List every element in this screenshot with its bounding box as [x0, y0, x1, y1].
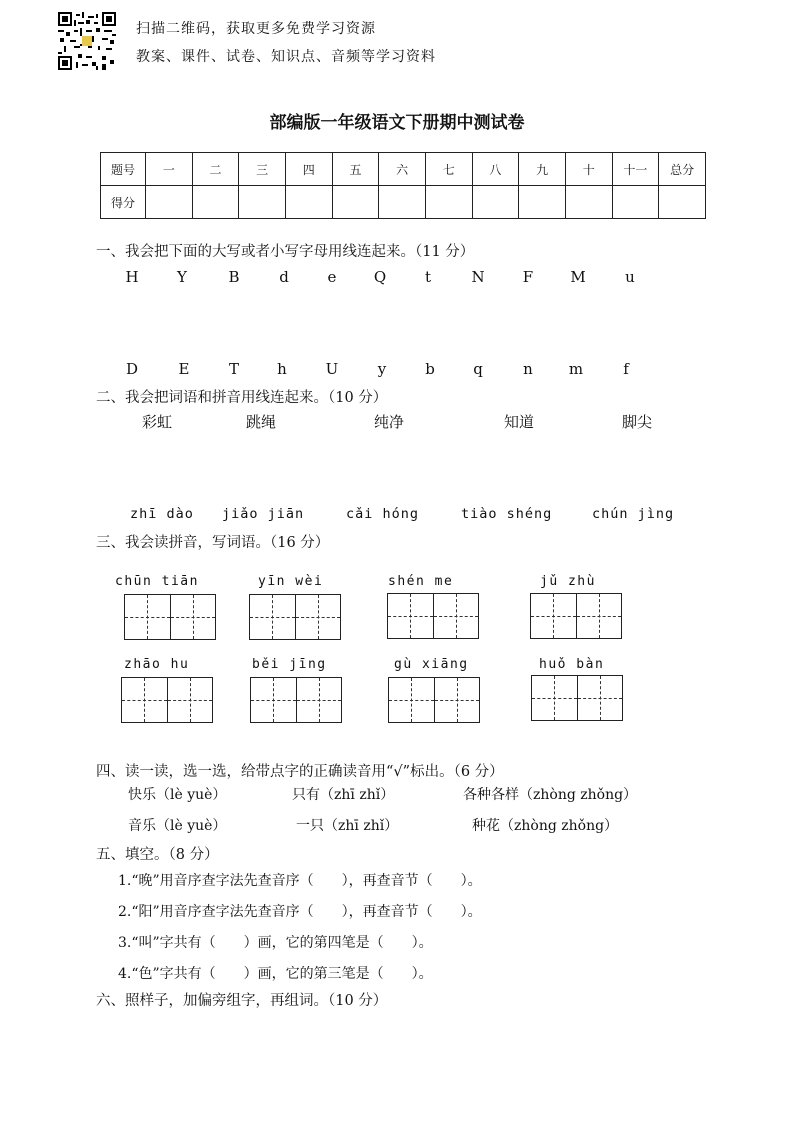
- section-1-heading: 一、我会把下面的大写或者小写字母用线连起来。（11 分）: [96, 244, 475, 260]
- page-title: 部编版一年级语文下册期中测试卷: [269, 113, 525, 133]
- word-item[interactable]: 跳绳: [246, 413, 277, 431]
- letter-bottom[interactable]: y: [377, 360, 387, 378]
- letter-bottom[interactable]: D: [125, 360, 139, 378]
- section-5-heading: 五、填空。（8 分）: [96, 847, 219, 863]
- fill-blank-item[interactable]: 1.“晚”用音序查字法先查音序（ ），再查音节（ ）。: [118, 873, 482, 889]
- writing-grid[interactable]: [250, 677, 342, 723]
- pinyin-prompt: huǒ bàn: [539, 657, 605, 672]
- writing-grid[interactable]: [531, 675, 623, 721]
- letter-bottom[interactable]: T: [228, 360, 239, 378]
- section-2-heading: 二、我会把词语和拼音用线连起来。（10 分）: [96, 390, 388, 406]
- score-cell[interactable]: [192, 186, 239, 219]
- letter-top[interactable]: H: [125, 268, 139, 286]
- score-table-column: 二: [192, 153, 239, 186]
- header-line-1: 扫描二维码，获取更多免费学习资源: [136, 21, 376, 37]
- letter-top[interactable]: d: [279, 268, 289, 286]
- pinyin-prompt: shén me: [388, 574, 454, 589]
- pinyin-prompt: gù xiāng: [394, 657, 469, 672]
- section-4-heading: 四、读一读，选一选，给带点字的正确读音用“√”标出。（6 分）: [96, 764, 504, 780]
- score-table-column: 三: [239, 153, 286, 186]
- reading-choice[interactable]: 各种各样（zhòng zhǒng）: [463, 787, 638, 803]
- score-table-label: 得分: [101, 186, 146, 219]
- section-3-heading: 三、我会读拼音，写词语。（16 分）: [96, 535, 330, 551]
- score-cell[interactable]: [565, 186, 612, 219]
- letter-bottom[interactable]: n: [523, 360, 533, 378]
- word-item[interactable]: 彩虹: [142, 413, 173, 431]
- score-table-column: 八: [472, 153, 519, 186]
- letter-top[interactable]: t: [424, 268, 432, 286]
- word-item[interactable]: 知道: [504, 413, 535, 431]
- score-table-column: 总分: [659, 153, 706, 186]
- fill-blank-item[interactable]: 4.“色”字共有（ ）画，它的第三笔是（ ）。: [118, 966, 433, 982]
- writing-grid[interactable]: [124, 594, 216, 640]
- score-cell[interactable]: [612, 186, 659, 219]
- score-table-column: 一: [146, 153, 193, 186]
- score-table: [100, 152, 706, 219]
- pinyin-item[interactable]: jiǎo jiān: [222, 506, 305, 522]
- letter-top[interactable]: Q: [373, 268, 387, 286]
- writing-grid[interactable]: [121, 677, 213, 723]
- score-cell[interactable]: [519, 186, 566, 219]
- letter-bottom[interactable]: E: [178, 360, 190, 378]
- reading-choice[interactable]: 只有（zhī zhǐ）: [292, 787, 395, 803]
- letter-top[interactable]: N: [471, 268, 485, 286]
- letter-top[interactable]: e: [327, 268, 337, 286]
- writing-grid[interactable]: [530, 593, 622, 639]
- score-cell[interactable]: [146, 186, 193, 219]
- pinyin-prompt: zhāo hu: [124, 657, 190, 672]
- writing-grid[interactable]: [249, 594, 341, 640]
- score-table-column: 九: [519, 153, 566, 186]
- reading-choice[interactable]: 一只（zhī zhǐ）: [296, 818, 399, 834]
- reading-choice[interactable]: 种花（zhòng zhǒng）: [472, 818, 619, 834]
- pinyin-prompt: jǔ zhù: [540, 574, 596, 589]
- reading-choice[interactable]: 快乐（lè yuè）: [128, 787, 227, 803]
- score-cell[interactable]: [332, 186, 379, 219]
- score-cell[interactable]: [285, 186, 332, 219]
- score-table-score-row: [101, 186, 706, 219]
- score-table-column: 六: [379, 153, 426, 186]
- section-6-heading: 六、照样子，加偏旁组字，再组词。（10 分）: [96, 993, 388, 1009]
- score-table-column: 五: [332, 153, 379, 186]
- letter-bottom[interactable]: q: [473, 360, 483, 378]
- score-table-label: 题号: [101, 153, 146, 186]
- score-cell[interactable]: [659, 186, 706, 219]
- score-table-column: 十一: [612, 153, 659, 186]
- letter-bottom[interactable]: f: [623, 360, 629, 378]
- qr-code-image: [58, 12, 116, 70]
- pinyin-item[interactable]: cǎi hóng: [346, 506, 420, 522]
- letter-bottom[interactable]: U: [325, 360, 339, 378]
- pinyin-prompt: běi jīng: [252, 657, 327, 672]
- writing-grid[interactable]: [388, 677, 480, 723]
- score-cell[interactable]: [379, 186, 426, 219]
- pinyin-item[interactable]: tiào shéng: [461, 506, 553, 522]
- letter-top[interactable]: F: [522, 268, 534, 286]
- writing-grid[interactable]: [387, 593, 479, 639]
- score-cell[interactable]: [239, 186, 286, 219]
- pinyin-prompt: yīn wèi: [258, 574, 324, 589]
- letter-bottom[interactable]: b: [425, 360, 435, 378]
- word-item[interactable]: 脚尖: [622, 413, 653, 431]
- pinyin-item[interactable]: zhī dào: [130, 506, 194, 522]
- header-line-2: 教案、课件、试卷、知识点、音频等学习资料: [136, 49, 436, 65]
- score-table-header-row: [101, 153, 706, 186]
- fill-blank-item[interactable]: 2.“阳”用音序查字法先查音序（ ），再查音节（ ）。: [118, 904, 482, 920]
- score-cell[interactable]: [425, 186, 472, 219]
- score-table-column: 四: [285, 153, 332, 186]
- score-table-column: 七: [425, 153, 472, 186]
- letter-top[interactable]: M: [570, 268, 586, 286]
- letter-top[interactable]: u: [625, 268, 635, 286]
- letter-top[interactable]: B: [228, 268, 240, 286]
- word-item[interactable]: 纯净: [374, 413, 405, 431]
- reading-choice[interactable]: 音乐（lè yuè）: [128, 818, 227, 834]
- letter-top[interactable]: Y: [177, 268, 187, 286]
- score-table-column: 十: [565, 153, 612, 186]
- fill-blank-item[interactable]: 3.“叫”字共有（ ）画，它的第四笔是（ ）。: [118, 935, 433, 951]
- score-cell[interactable]: [472, 186, 519, 219]
- pinyin-prompt: chūn tiān: [115, 574, 199, 589]
- letter-bottom[interactable]: h: [277, 360, 287, 378]
- pinyin-item[interactable]: chún jìng: [592, 506, 675, 522]
- letter-bottom[interactable]: m: [568, 360, 584, 378]
